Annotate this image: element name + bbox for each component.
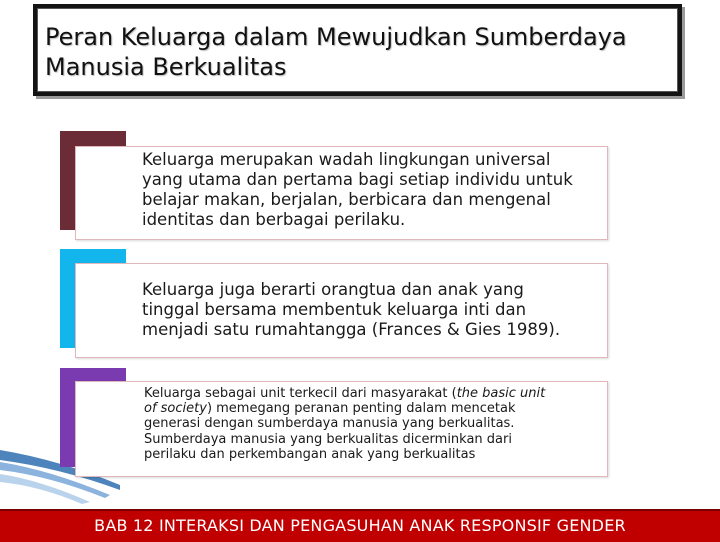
item-3-italic: of society <box>144 401 207 417</box>
item-1-line: belajar makan, berjalan, berbicara dan mengenal <box>142 190 551 209</box>
item-2-line: Keluarga juga berarti orangtua dan anak yang <box>142 280 524 299</box>
item-2-text <box>142 280 602 340</box>
item-3-text <box>144 386 604 462</box>
slide-title-box <box>33 4 682 96</box>
item-2-line: tinggal bersama membentuk keluarga inti dan <box>142 300 527 319</box>
item-3-line: generasi dengan sumberdaya manusia yang berkualitas. <box>144 416 515 432</box>
footer-text: BAB 12 INTERAKSI DAN PENGASUHAN ANAK RESPONSIF GENDER <box>94 516 626 535</box>
item-3-line: perilaku dan perkembangan anak yang berkualitas <box>144 446 476 462</box>
slide-title <box>45 22 678 82</box>
item-2-line: menjadi satu rumahtangga (Frances & Gies 1989). <box>142 320 561 339</box>
slide-title-line-1: Peran Keluarga dalam Mewujudkan Sumberdaya <box>45 23 627 51</box>
item-1-line: yang utama dan pertama bagi setiap individu untuk <box>142 170 573 189</box>
item-3-italic: the basic unit <box>456 386 546 401</box>
item-1-line: identitas dan berbagai perilaku. <box>142 210 406 229</box>
item-3-line <box>144 386 604 401</box>
item-3-segment: Keluarga sebagai unit terkecil dari masyarakat ( <box>144 386 457 401</box>
item-3-line: Sumberdaya manusia yang berkualitas dicerminkan dari <box>144 431 512 447</box>
item-3-line <box>144 401 604 416</box>
footer-bar <box>0 509 720 542</box>
item-1-text <box>142 150 602 230</box>
item-3-segment: ) memegang peranan penting dalam mencetak <box>206 401 516 417</box>
slide-title-line-2: Manusia Berkualitas <box>45 53 287 81</box>
item-1-line: Keluarga merupakan wadah lingkungan universal <box>142 150 551 169</box>
